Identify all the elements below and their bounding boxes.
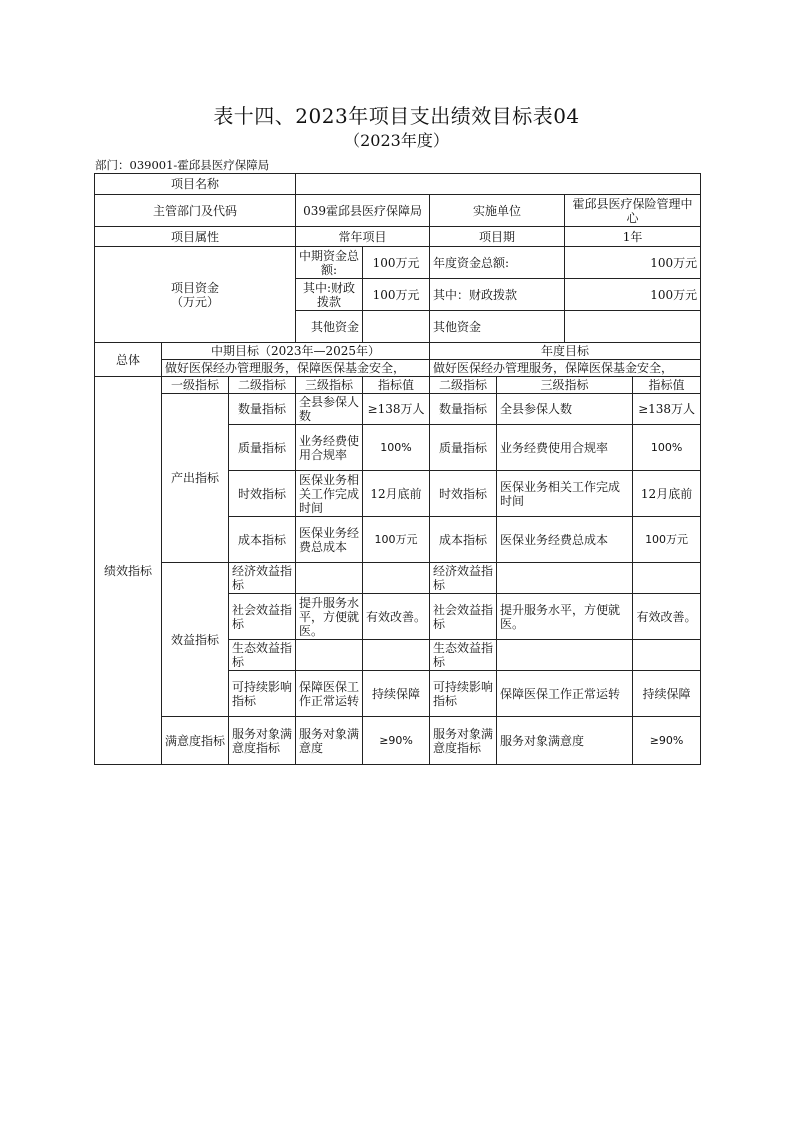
l3a-cell: 医保业务相关工作完成时间 xyxy=(497,471,633,517)
satisfaction-label: 满意度指标 xyxy=(162,717,229,765)
value-cell: ≥90% xyxy=(363,717,430,765)
dept-value: 039霍邱县医疗保障局 xyxy=(296,195,430,227)
l3-cell: 保障医保工作正常运转 xyxy=(296,671,363,717)
value-cell: 100万元 xyxy=(363,517,430,563)
table-row xyxy=(95,394,701,425)
mid-goal-header: 中期目标（2023年—2025年） xyxy=(162,343,430,360)
attr-label: 项目属性 xyxy=(95,227,296,247)
l3a-cell xyxy=(497,563,633,594)
value-cell xyxy=(363,563,430,594)
l3-cell: 医保业务相关工作完成时间 xyxy=(296,471,363,517)
l3-cell: 提升服务水平，方便就医。 xyxy=(296,594,363,640)
col-level2: 二级指标 xyxy=(229,377,296,394)
valuea-cell: ≥90% xyxy=(633,717,701,765)
mid-other-label: 其他资金 xyxy=(296,311,363,343)
period-value: 1年 xyxy=(565,227,701,247)
l2-cell: 经济效益指标 xyxy=(229,563,296,594)
table-row xyxy=(95,563,701,594)
mid-goal-text: 做好医保经办管理服务，保障医保基金安全， xyxy=(162,360,430,377)
l2-cell: 数量指标 xyxy=(229,394,296,425)
l3-cell: 医保业务经费总成本 xyxy=(296,517,363,563)
l2a-cell: 可持续影响指标 xyxy=(430,671,497,717)
l3a-cell: 提升服务水平，方便就医。 xyxy=(497,594,633,640)
funds-label-line1: 项目资金 xyxy=(171,280,220,295)
col-level2-annual: 二级指标 xyxy=(430,377,497,394)
l3a-cell xyxy=(497,640,633,671)
funds-label-line2: （万元） xyxy=(171,294,220,309)
performance-table xyxy=(94,173,701,765)
l2-cell: 服务对象满意度指标 xyxy=(229,717,296,765)
annual-goal-text: 做好医保经办管理服务，保障医保基金安全， xyxy=(430,360,701,377)
l2a-cell: 经济效益指标 xyxy=(430,563,497,594)
table-row xyxy=(95,717,701,765)
department-label: 部门：039001-霍邱县医疗保障局 xyxy=(95,158,270,172)
project-name-value xyxy=(296,174,701,195)
valuea-cell xyxy=(633,563,701,594)
funds-label xyxy=(95,247,296,343)
annual-total-value: 100万元 xyxy=(565,247,701,279)
value-cell: ≥138万人 xyxy=(363,394,430,425)
annual-other-value xyxy=(565,311,701,343)
valuea-cell: 有效改善。 xyxy=(633,594,701,640)
l2a-cell: 质量指标 xyxy=(430,425,497,471)
l3a-cell: 医保业务经费总成本 xyxy=(497,517,633,563)
l3-cell: 服务对象满意度 xyxy=(296,717,363,765)
l2a-cell: 数量指标 xyxy=(430,394,497,425)
period-label: 项目期 xyxy=(430,227,565,247)
value-cell: 持续保障 xyxy=(363,671,430,717)
l2-cell: 可持续影响指标 xyxy=(229,671,296,717)
l3a-cell: 全县参保人数 xyxy=(497,394,633,425)
page-subtitle: （2023年度） xyxy=(344,131,449,150)
project-name-label: 项目名称 xyxy=(95,174,296,195)
impl-value: 霍邱县医疗保险管理中心 xyxy=(565,195,701,227)
l3-cell xyxy=(296,640,363,671)
overall-label: 总体 xyxy=(95,343,162,377)
impl-label: 实施单位 xyxy=(430,195,565,227)
annual-other-label: 其他资金 xyxy=(430,311,565,343)
l2-cell: 质量指标 xyxy=(229,425,296,471)
valuea-cell xyxy=(633,640,701,671)
benefit-label: 效益指标 xyxy=(162,563,229,717)
l3a-cell: 保障医保工作正常运转 xyxy=(497,671,633,717)
annual-goal-header: 年度目标 xyxy=(430,343,701,360)
l2a-cell: 社会效益指标 xyxy=(430,594,497,640)
mid-total-value: 100万元 xyxy=(363,247,430,279)
mid-fiscal-label: 其中:财政拨款 xyxy=(296,279,363,311)
l3a-cell: 服务对象满意度 xyxy=(497,717,633,765)
l2-cell: 社会效益指标 xyxy=(229,594,296,640)
col-value-annual: 指标值 xyxy=(633,377,701,394)
annual-fiscal-label: 其中：财政拨款 xyxy=(430,279,565,311)
value-cell xyxy=(363,640,430,671)
l2-cell: 生态效益指标 xyxy=(229,640,296,671)
valuea-cell: 12月底前 xyxy=(633,471,701,517)
mid-other-value xyxy=(363,311,430,343)
value-cell: 有效改善。 xyxy=(363,594,430,640)
value-cell: 100% xyxy=(363,425,430,471)
l3-cell xyxy=(296,563,363,594)
output-label: 产出指标 xyxy=(162,394,229,563)
annual-fiscal-value: 100万元 xyxy=(565,279,701,311)
l2-cell: 成本指标 xyxy=(229,517,296,563)
attr-value: 常年项目 xyxy=(296,227,430,247)
valuea-cell: 持续保障 xyxy=(633,671,701,717)
l3-cell: 业务经费使用合规率 xyxy=(296,425,363,471)
l2a-cell: 生态效益指标 xyxy=(430,640,497,671)
col-value: 指标值 xyxy=(363,377,430,394)
page-title: 表十四、2023年项目支出绩效目标表04 xyxy=(213,104,580,128)
col-level3: 三级指标 xyxy=(296,377,363,394)
col-level3-annual: 三级指标 xyxy=(497,377,633,394)
l2a-cell: 成本指标 xyxy=(430,517,497,563)
valuea-cell: 100万元 xyxy=(633,517,701,563)
l3-cell: 全县参保人数 xyxy=(296,394,363,425)
valuea-cell: ≥138万人 xyxy=(633,394,701,425)
dept-label: 主管部门及代码 xyxy=(95,195,296,227)
indicators-section-label: 绩效指标 xyxy=(95,377,162,765)
col-level1: 一级指标 xyxy=(162,377,229,394)
valuea-cell: 100% xyxy=(633,425,701,471)
l3a-cell: 业务经费使用合规率 xyxy=(497,425,633,471)
value-cell: 12月底前 xyxy=(363,471,430,517)
annual-total-label: 年度资金总额: xyxy=(430,247,565,279)
l2a-cell: 服务对象满意度指标 xyxy=(430,717,497,765)
l2-cell: 时效指标 xyxy=(229,471,296,517)
mid-total-label: 中期资金总额: xyxy=(296,247,363,279)
l2a-cell: 时效指标 xyxy=(430,471,497,517)
mid-fiscal-value: 100万元 xyxy=(363,279,430,311)
